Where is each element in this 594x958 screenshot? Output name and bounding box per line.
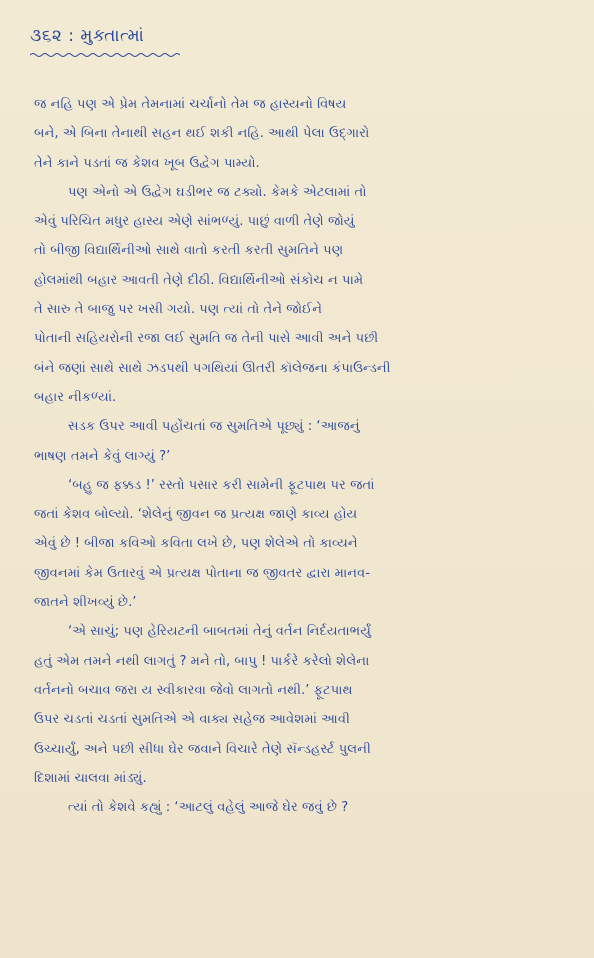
paragraph <box>34 617 566 793</box>
text-line: જાતને શીખવ્યું છે.’ <box>34 595 137 611</box>
text-line: હતું એમ તમને નથી લાગતું ? મને તો, બાપુ ! પાર્કરે કરેલો શેલેના <box>34 653 370 669</box>
paragraph <box>34 412 566 471</box>
text-line: સડક ઉપર આવી પહોંચતાં જ સુમતિએ પૂછ્યું : ‘આજનું <box>68 419 360 435</box>
text-line: તે સારુ તે બાજુ પર ખસી ગયો. પણ ત્યાં તો તેને જોઈને <box>34 302 323 318</box>
text-line: જીવનમાં કેમ ઉતારવું એ પ્રત્યક્ષ પોતાના જ જીવતર દ્વારા માનવ- <box>34 565 371 581</box>
running-header: ૩૬૨ : મુક્તાત્માં <box>30 26 145 46</box>
text-line: તો બીજી વિદ્યાર્થિનીઓ સાથે વાતો કરતી કરતી સુમતિને પણ <box>34 243 344 259</box>
text-line: બને, એ બિના તેનાથી સહન થઈ શકી નહિ. આથી પેલા ઉદ્‌ગારો <box>34 126 370 142</box>
paragraph <box>34 178 566 412</box>
paragraph <box>34 471 566 617</box>
text-line: બંને જણાં સાથે સાથે ઝડપથી પગથિયાં ઊતરી કૉલેજના કંપાઉન્ડની <box>34 360 391 376</box>
text-line: જતાં કેશવ બોલ્યો. ‘શેલેનું જીવન જ પ્રત્યક્ષ જાણે કાવ્ય હોય <box>34 507 358 523</box>
text-line: વર્તનનો બચાવ જરા ય સ્વીકારવા જેવો લાગતો નથી.’ ફૂટપાથ <box>34 682 353 698</box>
text-line: તેને કાને પડતાં જ કેશવ ખૂબ ઉદ્વેગ પામ્યો. <box>34 155 260 171</box>
text-line: એવું છે ! બીજા કવિઓ કવિતા લખે છે, પણ શેલેએ તો કાવ્યને <box>34 536 358 552</box>
text-line: ઉચ્ચાર્યું, અને પછી સીધા ઘેર જવાને વિચારે તેણે સૅન્ડહર્સ્ટ પુલની <box>34 741 371 757</box>
text-line: પણ એનો એ ઉદ્વેગ ઘડીભર જ ટક્યો. કેમકે એટલામાં તો <box>68 184 367 200</box>
text-line: હોલમાંથી બહાર આવતી તેણે દીઠી. વિદ્યાર્થિનીઓ સંકોચ ન પામે <box>34 272 364 288</box>
text-line: ઉપર ચડતાં ચડતાં સુમતિએ એ વાક્ય સહેજ આવેશમાં આવી <box>34 712 350 728</box>
text-line: બહાર નીકળ્યાં. <box>34 389 117 405</box>
text-line: ‘બહુ જ ફક્કડ !’ રસ્તો પસાર કરી સામેની ફૂટપાથ પર જતાં <box>68 477 375 493</box>
text-line: જ નહિ પણ એ પ્રેમ તેમનામાં ચર્ચાનો તેમ જ હાસ્યનો વિષય <box>34 97 347 112</box>
body-text <box>34 90 566 822</box>
text-line: ‘એ સાચું; પણ હેરિયટની બાબતમાં તેનું વર્તન નિર્દયતાભર્યું <box>68 624 372 640</box>
paragraph <box>34 793 566 822</box>
text-line: એવું પરિચિત મધુર હાસ્ય એણે સાંભળ્યું. પાછું વાળી તેણે જોયું <box>34 214 355 230</box>
text-line: પોતાની સહિયરોની રજા લઈ સુમતિ જ તેની પાસે આવી અને પછી <box>34 331 379 347</box>
text-line: ત્યાં તો કેશવે કહ્યું : ‘આટલું વહેલું આજે ઘેર જવું છે ? <box>68 800 349 816</box>
text-line: દિશામાં ચાલવા માંડ્યું. <box>34 770 147 786</box>
paragraph <box>34 90 566 178</box>
text-line: ભાષણ તમને કેવું લાગ્યું ?’ <box>34 448 171 464</box>
header-wavy-rule <box>30 52 180 58</box>
